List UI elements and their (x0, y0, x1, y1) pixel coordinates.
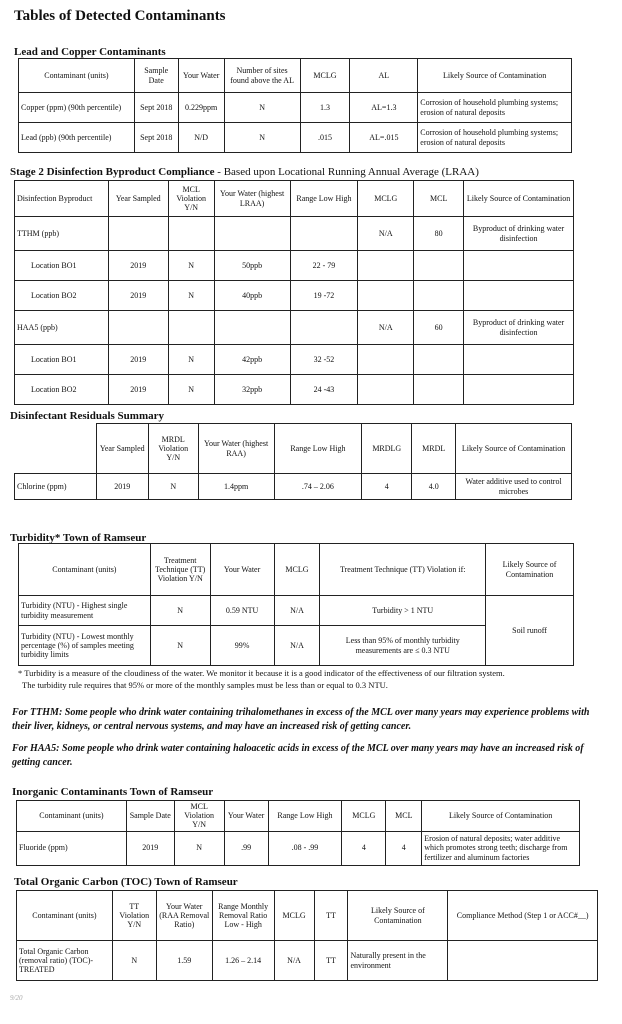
header-cell: Sample Date (126, 801, 174, 832)
header-cell: TT (314, 891, 348, 941)
cell (464, 251, 574, 281)
cell: Erosion of natural deposits; water additive which promotes strong teeth; discharge from fertilizer and aluminum factories (422, 831, 580, 865)
header-cell: Range Low High (268, 801, 342, 832)
cell: 60 (414, 311, 464, 345)
lead-copper-table (18, 58, 572, 153)
header-cell: Contaminant (units) (19, 544, 151, 596)
header-cell: Treatment Technique (TT) Violation if: (320, 544, 486, 596)
header-cell: Likely Source of Contamination (422, 801, 580, 832)
cell: Byproduct of drinking water disinfection (464, 217, 574, 251)
header-cell: Contaminant (units) (17, 801, 127, 832)
header-cell: Range Low High (290, 181, 358, 217)
cell: 99% (210, 626, 274, 666)
cell (290, 217, 358, 251)
cell (108, 311, 168, 345)
header-cell: Range Low High (274, 424, 362, 474)
header-cell: Your Water (highest LRAA) (214, 181, 290, 217)
cell: HAA5 (ppb) (15, 311, 109, 345)
header-cell: MCL Violation Y/N (168, 181, 214, 217)
cell: AL=.015 (350, 123, 418, 153)
cell: Less than 95% of monthly turbidity measurements are ≤ 0.3 NTU (320, 626, 486, 666)
header-cell: Treatment Technique (TT) Violation Y/N (150, 544, 210, 596)
cell: 24 -43 (290, 375, 358, 405)
cell: 4.0 (412, 474, 456, 500)
cell: 4 (386, 831, 422, 865)
cell: Turbidity (NTU) - Lowest monthly percentage (%) of samples meeting turbidity limits (19, 626, 151, 666)
cell: Location BO1 (15, 251, 109, 281)
header-cell: Your Water (178, 59, 224, 93)
header-cell: Sample Date (134, 59, 178, 93)
cell: N (174, 831, 224, 865)
page-title: Tables of Detected Contaminants (14, 8, 226, 24)
table-row (15, 251, 574, 281)
cell: N/D (178, 123, 224, 153)
cell: 4 (342, 831, 386, 865)
cell: Copper (ppm) (90th percentile) (19, 93, 135, 123)
table-row (19, 123, 572, 153)
cell: 2019 (108, 345, 168, 375)
header-cell: MRDL Violation Y/N (148, 424, 198, 474)
cell: N/A (274, 596, 320, 626)
header-cell: MRDL (412, 424, 456, 474)
cell: Sept 2018 (134, 93, 178, 123)
toc-title: Total Organic Carbon (TOC) Town of Ramseur (14, 876, 238, 888)
header-cell: Your Water (highest RAA) (198, 424, 274, 474)
header-cell: Contaminant (units) (19, 59, 135, 93)
cell (168, 311, 214, 345)
lead-copper-title: Lead and Copper Contaminants (14, 46, 166, 58)
cell (214, 217, 290, 251)
cell: Soil runoff (486, 596, 574, 666)
table-row (15, 474, 572, 500)
cell: Fluoride (ppm) (17, 831, 127, 865)
cell (464, 345, 574, 375)
table-row (15, 311, 574, 345)
header-cell: MCLG (300, 59, 350, 93)
turbidity-table (18, 543, 574, 666)
turbidity-note-1: * Turbidity is a measure of the cloudiness of the water. We monitor it because it is a good indicator of the effectiveness of our filtration system. (18, 668, 505, 678)
cell: TTHM (ppb) (15, 217, 109, 251)
cell: Location BO2 (15, 375, 109, 405)
header-cell: Likely Source of Contamination (486, 544, 574, 596)
cell: .99 (224, 831, 268, 865)
header-cell: MCLG (342, 801, 386, 832)
cell: N (168, 345, 214, 375)
cell (448, 941, 598, 981)
table-row (19, 93, 572, 123)
header-cell: MCLG (274, 544, 320, 596)
cell: Lead (ppb) (90th percentile) (19, 123, 135, 153)
turbidity-note-2: The turbidity rule requires that 95% or more of the monthly samples must be less than or equal to 0.3 NTU. (22, 680, 388, 690)
cell: Chlorine (ppm) (15, 474, 97, 500)
residuals-title: Disinfectant Residuals Summary (10, 410, 165, 422)
cell: 22 - 79 (290, 251, 358, 281)
cell (290, 311, 358, 345)
cell: AL=1.3 (350, 93, 418, 123)
header-cell: MCL (386, 801, 422, 832)
header-cell: MCL (414, 181, 464, 217)
cell (414, 251, 464, 281)
cell: N (112, 941, 156, 981)
header-cell: MCLG (358, 181, 414, 217)
table-row (15, 281, 574, 311)
header-cell: TT Violation Y/N (112, 891, 156, 941)
table-row (15, 217, 574, 251)
haa5-warning: For HAA5: Some people who drink water containing haloacetic acids in excess of the MCL over many years may have an increased risk of getting cancer. (12, 743, 584, 768)
cell (168, 217, 214, 251)
cell: Byproduct of drinking water disinfection (464, 311, 574, 345)
header-cell: Likely Source of Contamination (456, 424, 572, 474)
cell: Water additive used to control microbes (456, 474, 572, 500)
cell: 2019 (96, 474, 148, 500)
cell: 1.59 (156, 941, 212, 981)
header-cell: MCL Violation Y/N (174, 801, 224, 832)
cell: N/A (274, 941, 314, 981)
header-cell: Number of sites found above the AL (224, 59, 300, 93)
cell (464, 375, 574, 405)
inorganic-table (16, 800, 580, 866)
cell: N (168, 375, 214, 405)
cell: N (168, 251, 214, 281)
cell: 50ppb (214, 251, 290, 281)
table-row (17, 941, 598, 981)
cell: N (148, 474, 198, 500)
cell: .015 (300, 123, 350, 153)
cell: N (224, 93, 300, 123)
cell: N (150, 626, 210, 666)
cell (358, 345, 414, 375)
cell: 80 (414, 217, 464, 251)
header-cell: Year Sampled (96, 424, 148, 474)
header-cell: Compliance Method (Step 1 or ACC#__) (448, 891, 598, 941)
header-cell (15, 424, 97, 474)
cell: 0.229ppm (178, 93, 224, 123)
cell: N (224, 123, 300, 153)
header-cell: Contaminant (units) (17, 891, 113, 941)
cell (358, 375, 414, 405)
header-cell: Range Monthly Removal Ratio Low - High (212, 891, 274, 941)
cell: 1.4ppm (198, 474, 274, 500)
cell: Location BO2 (15, 281, 109, 311)
stage2-title (10, 166, 479, 178)
stage2-table (14, 180, 574, 405)
stage2-subtitle: - Based upon Locational Running Annual Average (LRAA) (214, 166, 479, 178)
header-cell: MCLG (274, 891, 314, 941)
header-cell: Year Sampled (108, 181, 168, 217)
cell (358, 251, 414, 281)
table-row (15, 375, 574, 405)
cell (414, 281, 464, 311)
residuals-table (14, 423, 572, 500)
header-cell: Disinfection Byproduct (15, 181, 109, 217)
inorganic-title: Inorganic Contaminants Town of Ramseur (12, 786, 214, 798)
table-row (17, 831, 580, 865)
header-cell: Likely Source of Contamination (348, 891, 448, 941)
cell (108, 217, 168, 251)
cell: 4 (362, 474, 412, 500)
cell: Total Organic Carbon (removal ratio) (TOC)-TREATED (17, 941, 113, 981)
header-cell: Your Water (210, 544, 274, 596)
cell: 0.59 NTU (210, 596, 274, 626)
header-cell: Your Water (RAA Removal Ratio) (156, 891, 212, 941)
cell: N/A (358, 311, 414, 345)
cell: N/A (358, 217, 414, 251)
header-cell: Likely Source of Contamination (418, 59, 572, 93)
cell: Turbidity (NTU) - Highest single turbidity measurement (19, 596, 151, 626)
header-cell: MRDLG (362, 424, 412, 474)
cell: Turbidity > 1 NTU (320, 596, 486, 626)
cell: Corrosion of household plumbing systems; erosion of natural deposits (418, 93, 572, 123)
tthm-warning: For TTHM: Some people who drink water containing trihalomethanes in excess of the MCL over many years may experience problems with their liver, kidneys, or central nervous systems, and may have an increased risk of getting cancer. (12, 707, 590, 732)
cell (464, 281, 574, 311)
cell (358, 281, 414, 311)
stage2-title-main: Stage 2 Disinfection Byproduct Compliance (10, 166, 215, 178)
cell (414, 345, 464, 375)
cell: Naturally present in the environment (348, 941, 448, 981)
handwritten-mark: 9/20 (10, 994, 23, 1002)
header-cell: Likely Source of Contamination (464, 181, 574, 217)
cell: 32ppb (214, 375, 290, 405)
cell: 2019 (108, 281, 168, 311)
cell: N/A (274, 626, 320, 666)
cell: 32 -52 (290, 345, 358, 375)
cell: 1.3 (300, 93, 350, 123)
cell (214, 311, 290, 345)
cell: 2019 (126, 831, 174, 865)
cell: Sept 2018 (134, 123, 178, 153)
turbidity-title: Turbidity* Town of Ramseur (10, 532, 147, 544)
cell (414, 375, 464, 405)
cell: Corrosion of household plumbing systems; erosion of natural deposits (418, 123, 572, 153)
toc-table (16, 890, 598, 981)
cell: N (168, 281, 214, 311)
cell: N (150, 596, 210, 626)
cell: 19 -72 (290, 281, 358, 311)
cell: .08 - .99 (268, 831, 342, 865)
cell: 40ppb (214, 281, 290, 311)
cell: .74 – 2.06 (274, 474, 362, 500)
cell: 1.26 – 2.14 (212, 941, 274, 981)
cell: 2019 (108, 375, 168, 405)
cell: Location BO1 (15, 345, 109, 375)
table-row (15, 345, 574, 375)
header-cell: AL (350, 59, 418, 93)
cell: 2019 (108, 251, 168, 281)
header-cell: Your Water (224, 801, 268, 832)
cell: 42ppb (214, 345, 290, 375)
table-row (19, 596, 574, 626)
cell: TT (314, 941, 348, 981)
